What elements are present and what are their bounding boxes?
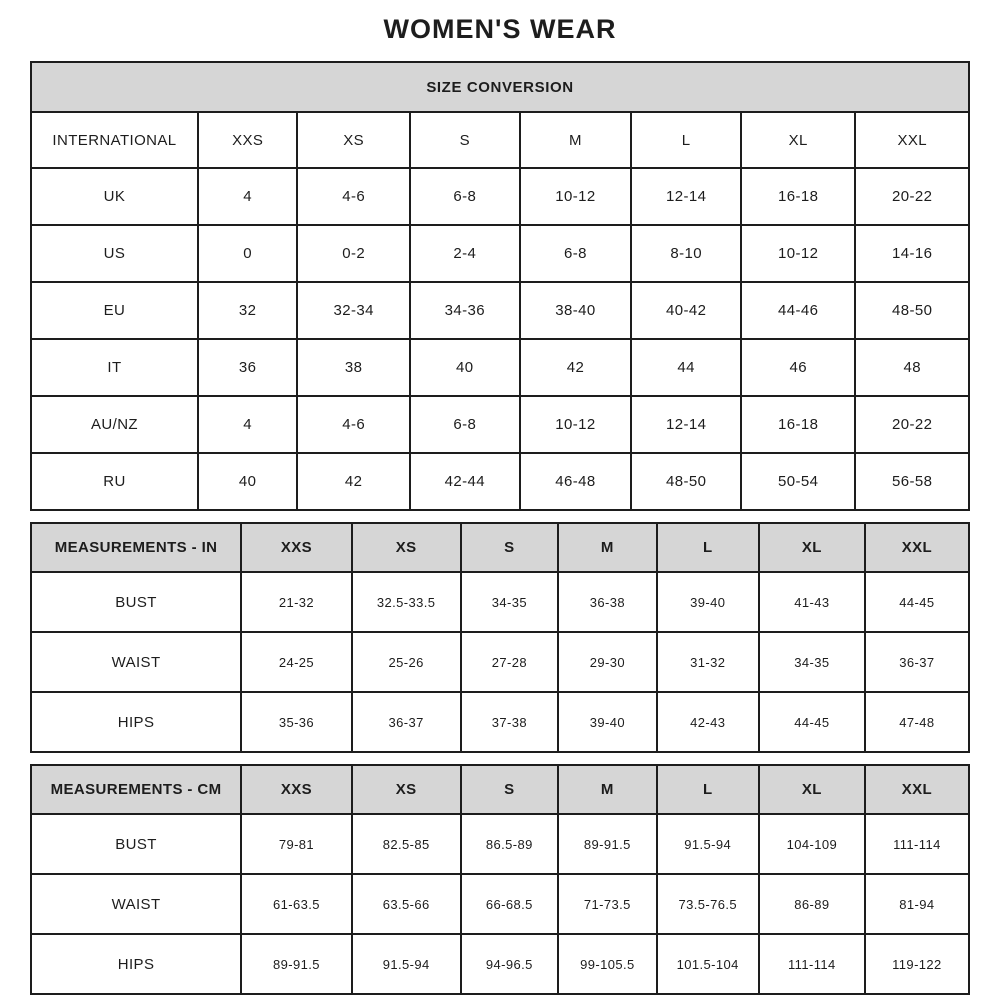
row-label: IT	[31, 339, 198, 396]
table-cell: 20-22	[855, 168, 969, 225]
page-title: WOMEN'S WEAR	[383, 14, 617, 44]
row-label: US	[31, 225, 198, 282]
table-cell: 44-46	[741, 282, 855, 339]
measurements-in-table	[30, 522, 970, 753]
row-label: EU	[31, 282, 198, 339]
row-label: RU	[31, 453, 198, 510]
table-cell: 99-105.5	[558, 934, 656, 994]
table-cell: 39-40	[558, 692, 656, 752]
table-cell: 6-8	[410, 396, 520, 453]
column-header: XXL	[865, 523, 969, 572]
column-header: S	[410, 112, 520, 168]
table-cell: 42	[520, 339, 632, 396]
column-header: XXL	[855, 112, 969, 168]
table-cell: 42-44	[410, 453, 520, 510]
column-header: M	[558, 765, 656, 814]
table-cell: 34-35	[759, 632, 865, 692]
table-cell: 32	[198, 282, 297, 339]
table-cell: 12-14	[631, 168, 741, 225]
column-header: XS	[352, 765, 461, 814]
table-cell: 20-22	[855, 396, 969, 453]
table-cell: 48-50	[631, 453, 741, 510]
column-header: XXS	[198, 112, 297, 168]
table-cell: 16-18	[741, 168, 855, 225]
column-header: L	[657, 523, 759, 572]
table-cell: 42-43	[657, 692, 759, 752]
column-header: M	[520, 112, 632, 168]
row-label: HIPS	[31, 934, 241, 994]
table-cell: 36-37	[352, 692, 461, 752]
table-cell: 34-35	[461, 572, 559, 632]
table-cell: 41-43	[759, 572, 865, 632]
table-cell: 34-36	[410, 282, 520, 339]
table-row	[31, 692, 969, 752]
table-cell: 79-81	[241, 814, 352, 874]
table-cell: 119-122	[865, 934, 969, 994]
table-row	[31, 814, 969, 874]
table-cell: 47-48	[865, 692, 969, 752]
table-cell: 42	[297, 453, 410, 510]
table-cell: 44-45	[759, 692, 865, 752]
table-row	[31, 396, 969, 453]
row-label: AU/NZ	[31, 396, 198, 453]
table-cell: 10-12	[520, 396, 632, 453]
table-row	[31, 453, 969, 510]
row-label: BUST	[31, 572, 241, 632]
row-label: WAIST	[31, 874, 241, 934]
table-cell: 63.5-66	[352, 874, 461, 934]
table-row	[31, 282, 969, 339]
column-header-row	[31, 765, 969, 814]
table-cell: 44-45	[865, 572, 969, 632]
table-cell: 40	[198, 453, 297, 510]
table-cell: 39-40	[657, 572, 759, 632]
table-cell: 14-16	[855, 225, 969, 282]
table-cell: 82.5-85	[352, 814, 461, 874]
column-header: XS	[352, 523, 461, 572]
table-cell: 10-12	[520, 168, 632, 225]
table-cell: 46	[741, 339, 855, 396]
size-conversion-table	[30, 61, 970, 511]
row-label: BUST	[31, 814, 241, 874]
table-cell: 38-40	[520, 282, 632, 339]
table-row	[31, 225, 969, 282]
table-cell: 86-89	[759, 874, 865, 934]
row-label: WAIST	[31, 632, 241, 692]
table-cell: 12-14	[631, 396, 741, 453]
table-cell: 91.5-94	[657, 814, 759, 874]
table-row	[31, 339, 969, 396]
table-cell: 21-32	[241, 572, 352, 632]
table-cell: 35-36	[241, 692, 352, 752]
table-row	[31, 168, 969, 225]
table-cell: 4-6	[297, 168, 410, 225]
table-cell: 36-38	[558, 572, 656, 632]
table-row	[31, 572, 969, 632]
table-cell: 6-8	[520, 225, 632, 282]
table-cell: 50-54	[741, 453, 855, 510]
table-cell: 24-25	[241, 632, 352, 692]
table-cell: 40-42	[631, 282, 741, 339]
table-cell: 6-8	[410, 168, 520, 225]
table-cell: 29-30	[558, 632, 656, 692]
table-cell: 89-91.5	[241, 934, 352, 994]
table-cell: 36	[198, 339, 297, 396]
table-cell: 104-109	[759, 814, 865, 874]
table-cell: 32-34	[297, 282, 410, 339]
column-header: XL	[759, 765, 865, 814]
size-conversion-title: SIZE CONVERSION	[31, 62, 969, 112]
table-cell: 94-96.5	[461, 934, 559, 994]
table-cell: 61-63.5	[241, 874, 352, 934]
row-label: UK	[31, 168, 198, 225]
measurements-cm-table	[30, 764, 970, 995]
table-cell: 38	[297, 339, 410, 396]
column-header: L	[657, 765, 759, 814]
table-cell: 91.5-94	[352, 934, 461, 994]
table-cell: 86.5-89	[461, 814, 559, 874]
table-cell: 27-28	[461, 632, 559, 692]
column-header: XXL	[865, 765, 969, 814]
table-cell: 25-26	[352, 632, 461, 692]
column-header: XS	[297, 112, 410, 168]
column-header: XL	[759, 523, 865, 572]
table-cell: 37-38	[461, 692, 559, 752]
column-header: INTERNATIONAL	[31, 112, 198, 168]
table-cell: 73.5-76.5	[657, 874, 759, 934]
column-header-row	[31, 523, 969, 572]
table-row	[31, 632, 969, 692]
table-cell: 36-37	[865, 632, 969, 692]
table-cell: 71-73.5	[558, 874, 656, 934]
table-title-row	[31, 62, 969, 112]
table-cell: 31-32	[657, 632, 759, 692]
table-cell: 56-58	[855, 453, 969, 510]
table-cell: 4-6	[297, 396, 410, 453]
column-header: XXS	[241, 765, 352, 814]
measurements-in-title: MEASUREMENTS - IN	[31, 523, 241, 572]
column-header: L	[631, 112, 741, 168]
table-cell: 111-114	[865, 814, 969, 874]
column-header: S	[461, 523, 559, 572]
table-cell: 48-50	[855, 282, 969, 339]
table-row	[31, 874, 969, 934]
table-cell: 111-114	[759, 934, 865, 994]
table-cell: 48	[855, 339, 969, 396]
column-header: XL	[741, 112, 855, 168]
table-cell: 4	[198, 168, 297, 225]
table-cell: 81-94	[865, 874, 969, 934]
table-cell: 46-48	[520, 453, 632, 510]
table-cell: 0	[198, 225, 297, 282]
table-cell: 40	[410, 339, 520, 396]
table-cell: 16-18	[741, 396, 855, 453]
table-cell: 8-10	[631, 225, 741, 282]
table-cell: 4	[198, 396, 297, 453]
table-cell: 2-4	[410, 225, 520, 282]
row-label: HIPS	[31, 692, 241, 752]
table-row	[31, 934, 969, 994]
table-cell: 44	[631, 339, 741, 396]
table-cell: 89-91.5	[558, 814, 656, 874]
column-header: XXS	[241, 523, 352, 572]
column-header: S	[461, 765, 559, 814]
table-cell: 101.5-104	[657, 934, 759, 994]
table-cell: 32.5-33.5	[352, 572, 461, 632]
table-cell: 0-2	[297, 225, 410, 282]
table-cell: 66-68.5	[461, 874, 559, 934]
table-cell: 10-12	[741, 225, 855, 282]
measurements-cm-title: MEASUREMENTS - CM	[31, 765, 241, 814]
column-header-row	[31, 112, 969, 168]
column-header: M	[558, 523, 656, 572]
